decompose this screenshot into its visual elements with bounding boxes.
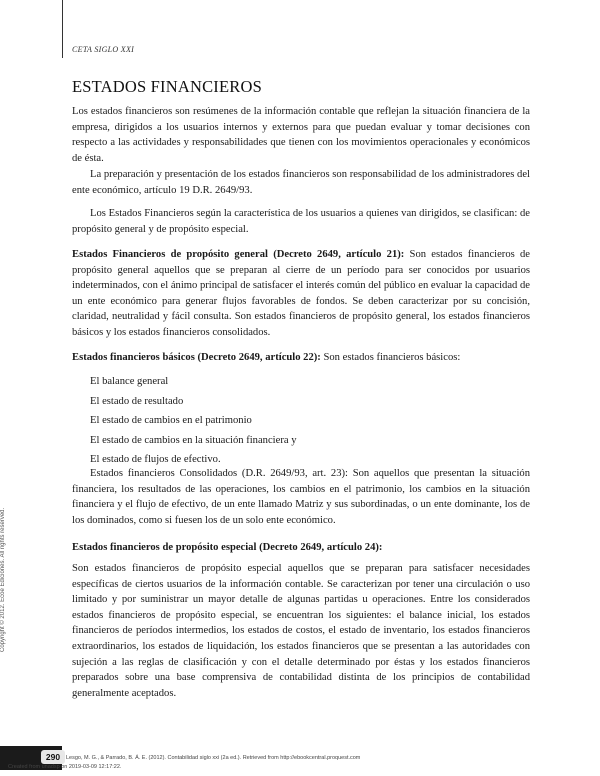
special-purpose-heading: Estados financieros de propósito especial (Decreto 2649, artículo 24): (72, 542, 383, 553)
basic-text: Son estados financieros básicos: (320, 352, 461, 363)
list-item: El estado de resultado (90, 395, 184, 407)
paragraph-responsibility: La preparación y presentación de los estados financieros son responsabilidad de los administradores del ente económico, artículo 19 D.R. 2649/93. (72, 169, 530, 196)
list-item: El estado de cambios en el patrimonio (90, 415, 252, 427)
basic-heading: Estados financieros básicos (Decreto 2649, artículo 22): (72, 352, 321, 363)
paragraph-classification: Los Estados Financieros según la característica de los usuarios a quienes van dirigidos, se clasifican: de propósito general y de propósito especial. (72, 208, 530, 235)
citation-line: Lesgo, M. G., & Parrado, B. Á. E. (2012). Contabilidad siglo xxi (2a ed.). Retrieved from http://ebookcentral.proquest.com (66, 755, 361, 761)
header-rule (62, 0, 63, 58)
paragraph-intro: Los estados financieros son resúmenes de la información contable que reflejan la situación financiera de la empresa, dirigidos a los usuarios internos y externos para que puedan evaluar y tomar decisiones con respecto a las actividades y responsabilidades que tienen con los movimientos operacionales y económicos de ésta. (72, 106, 530, 164)
paragraph-consolidated: Estados financieros Consolidados (D.R. 2649/93, art. 23): Son aquellos que presentan la situación financiera, los resultados de las operaciones, los cambios en el patrimonio, los cambios en la situación financiera y el flujo de efectivo, de un ente llamado Matriz y sus subordinadas, o un ente dominante, los de los dominados, como si fuesen los de un solo ente económico. (72, 468, 530, 526)
general-purpose-heading: Estados Financieros de propósito general (Decreto 2649, artículo 21): (72, 249, 405, 260)
paragraph-basic (72, 350, 530, 366)
general-purpose-text: Son estados financieros de propósito general aquellos que se preparan al cierre de un período para ser conocidos por usuarios indeterminados, con el ánimo principal de satisfacer el interés común del público en evaluar la capacidad de un ente económico para generar flujos favorables de fondos. Se deben caracterizar por su concisión, claridad, neutralidad y fácil consulta. Son estados financieros de propósito general, los estados financieros básicos y los estados financieros consolidados. (72, 249, 530, 338)
basic-statements-list (90, 372, 297, 470)
paragraph-general-purpose (72, 247, 530, 341)
list-item: El estado de flujos de efectivo. (90, 454, 221, 466)
copyright-notice: Copyright © 2012. Ecoe Ediciones. All rights reserved. (0, 507, 6, 652)
created-line: Created from unadsp on 2019-03-09 12:17:22. (8, 764, 122, 770)
running-header: CETA SIGLO XXI (72, 45, 135, 54)
list-item: El balance general (90, 376, 169, 387)
list-item: El estado de cambios en la situación financiera y (90, 434, 297, 446)
paragraph-special-purpose: Son estados financieros de propósito especial aquellos que se preparan para satisfacer necesidades específicas de ciertos usuarios de la información contable. Se caracterizan por tener una circulación o uso limitado y por suministrar un mayor detalle de algunas partidas u operaciones. Entre los considerados estados financieros de propósito especial, se encuentran los siguientes: el balance inicial, los estados financieros de períodos intermedios, los estados de costos, el estado de inventario, los estados financieros extraordinarios, los estados de liquidación, los estados financieros que se presentan a las autoridades con sujeción a las reglas de clasificación y con el detalle determinado por éstas y los estados financieros preparados sobre una base comprensiva de contabilidad distinta de los principios de contabilidad generalmente aceptados. (72, 563, 530, 699)
page-number: 290 (41, 750, 65, 764)
section-title: ESTADOS FINANCIEROS (72, 77, 262, 96)
